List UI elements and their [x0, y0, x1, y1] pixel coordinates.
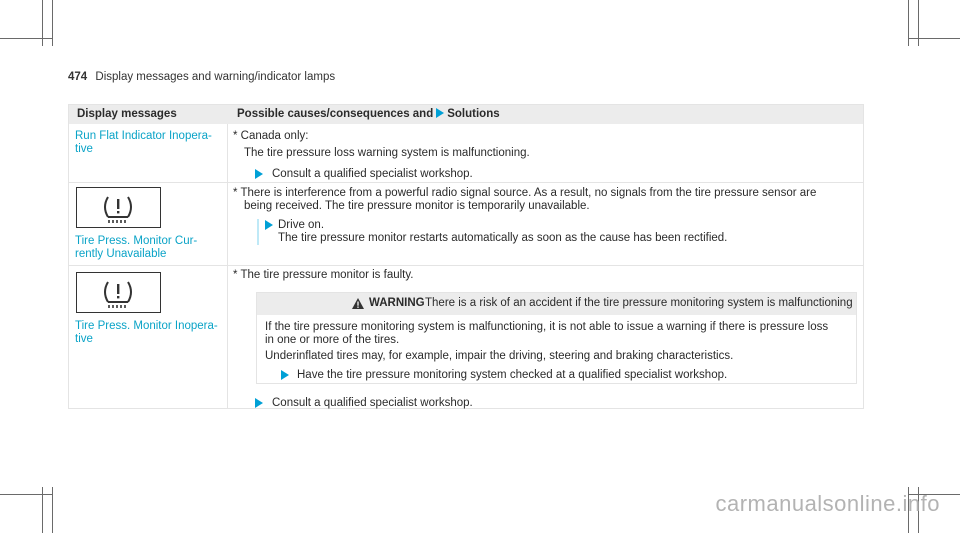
warning-label: WARNING: [369, 297, 425, 309]
header-solutions: Solutions: [447, 108, 500, 120]
message-line: Tire Press. Monitor Cur-: [75, 235, 198, 247]
message-monitor-inoperative: [75, 320, 218, 346]
row-divider: [69, 265, 863, 266]
column-divider: [227, 124, 228, 408]
message-run-flat: [75, 130, 212, 156]
cause-text: The tire pressure loss warning system is malfunctioning.: [244, 147, 530, 159]
row-divider: [69, 182, 863, 183]
header-causes-solutions: [237, 108, 500, 120]
warning-box: [256, 292, 857, 384]
warning-body: Underinflated tires may, for example, impair the driving, steering and braking characteristics.: [265, 350, 734, 362]
solution-detail: The tire pressure monitor restarts automatically as soon as the cause has been rectified.: [278, 232, 728, 244]
table-header: [69, 105, 863, 124]
message-line: Run Flat Indicator Inopera-: [75, 130, 212, 142]
arrow-right-icon: [265, 220, 273, 230]
crop-mark: [0, 38, 52, 39]
crop-mark: [52, 0, 53, 46]
header-causes: Possible causes/consequences and: [237, 108, 434, 120]
page-header: [68, 71, 335, 83]
solution-text: Consult a qualified specialist workshop.: [272, 397, 473, 409]
arrow-right-icon: [255, 398, 263, 408]
cause-text: being received. The tire pressure monitor is temporarily unavailable.: [244, 200, 590, 212]
arrow-right-icon: [436, 108, 444, 118]
watermark: carmanualsonline.info: [715, 491, 940, 516]
cause-text: * The tire pressure monitor is faulty.: [233, 269, 414, 281]
tire-pressure-warning-icon: [76, 187, 161, 228]
crop-mark: [908, 0, 909, 46]
crop-mark: [42, 0, 43, 46]
warning-header: [257, 293, 856, 315]
warning-action: Have the tire pressure monitoring system checked at a qualified specialist workshop.: [297, 369, 728, 381]
message-line: Tire Press. Monitor Inopera-: [75, 320, 218, 332]
display-messages-table: [68, 104, 864, 409]
message-line: tive: [75, 333, 93, 345]
crop-mark: [52, 487, 53, 533]
arrow-right-icon: [255, 169, 263, 179]
message-line: rently Unavailable: [75, 248, 167, 260]
message-monitor-unavailable: [75, 235, 197, 261]
cause-text: * There is interference from a powerful radio signal source. As a result, no signals from the tire pressure sensor are: [233, 187, 817, 199]
crop-mark: [42, 487, 43, 533]
warning-body: in one or more of the tires.: [265, 334, 400, 346]
page-number: 474: [68, 71, 88, 83]
header-display-messages: Display messages: [77, 108, 177, 120]
warning-title: There is a risk of an accident if the tire pressure monitoring system is malfunctioning: [425, 297, 853, 309]
cause-text: * Canada only:: [233, 130, 309, 142]
crop-mark: [0, 494, 52, 495]
crop-mark: [908, 38, 960, 39]
tire-pressure-warning-icon: [76, 272, 161, 313]
solution-text: Consult a qualified specialist workshop.: [272, 168, 473, 180]
warning-triangle-icon: [352, 298, 364, 309]
page-title: Display messages and warning/indicator lamps: [95, 71, 336, 83]
arrow-right-icon: [281, 370, 289, 380]
info-bar: [257, 219, 259, 245]
crop-mark: [918, 0, 919, 46]
solution-text: Drive on.: [278, 219, 325, 231]
warning-body: If the tire pressure monitoring system is malfunctioning, it is not able to issue a warning if there is pressure loss: [265, 321, 829, 333]
message-line: tive: [75, 143, 93, 155]
